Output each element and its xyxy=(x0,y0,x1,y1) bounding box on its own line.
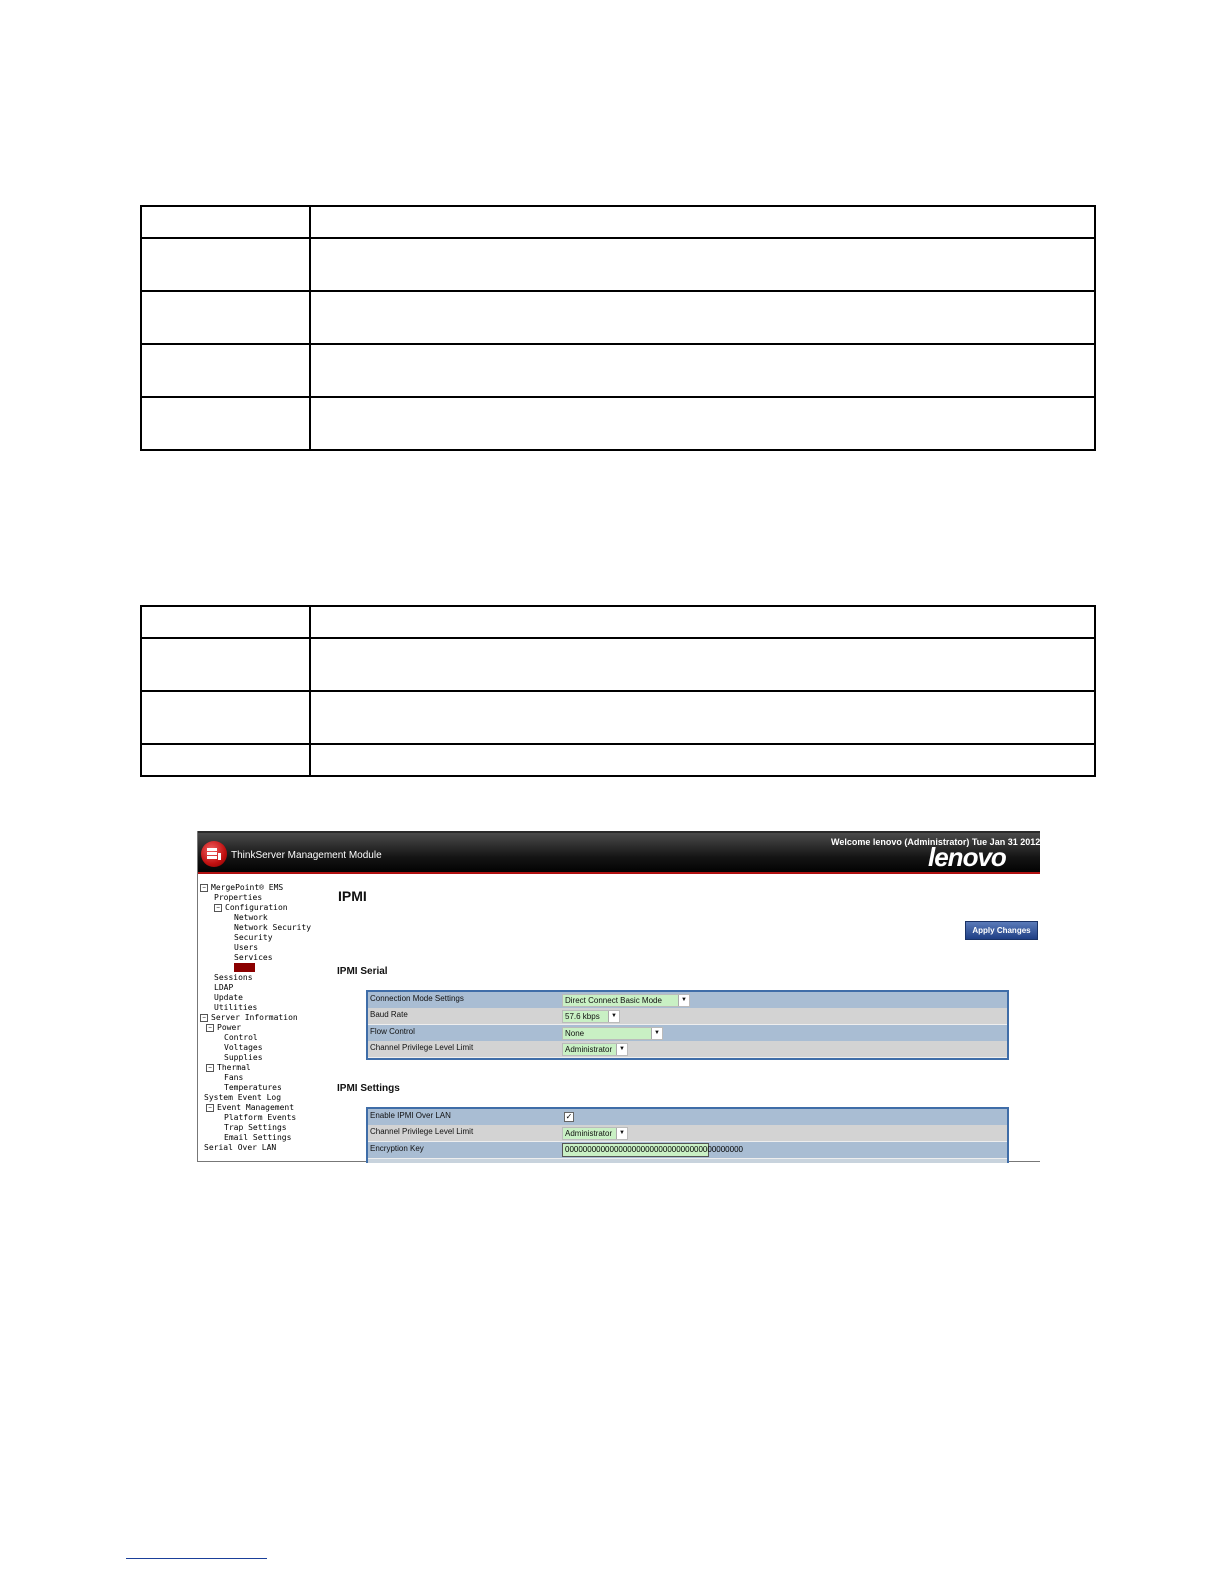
flow-control-select[interactable] xyxy=(562,1027,663,1040)
nav-item-platform-events[interactable] xyxy=(224,1113,296,1123)
table-row xyxy=(141,238,1095,291)
nav-label: MergePoint® EMS xyxy=(211,883,284,892)
nav-label: Configuration xyxy=(225,903,288,912)
footnote-rule xyxy=(126,1558,267,1559)
select-value: 57.6 kbps xyxy=(565,1012,600,1021)
header-divider xyxy=(198,872,1040,874)
nav-item-security[interactable] xyxy=(234,933,273,943)
nav-label-selected: IPMI xyxy=(235,963,255,972)
nav-item-ldap[interactable] xyxy=(214,983,233,993)
table-cell xyxy=(310,238,1095,291)
field-label: Channel Privilege Level Limit xyxy=(370,1043,474,1052)
form-row-enable-ipmi-lan xyxy=(368,1109,1007,1126)
collapse-icon[interactable]: − xyxy=(200,884,208,892)
nav-label: Network Security xyxy=(234,923,312,932)
select-value: None xyxy=(565,1029,585,1038)
collapse-icon[interactable]: − xyxy=(206,1064,214,1072)
table-cell xyxy=(310,606,1095,638)
nav-item-control[interactable] xyxy=(224,1033,258,1043)
nav-item-update[interactable] xyxy=(214,993,243,1003)
table-row xyxy=(141,691,1095,744)
nav-label: Control xyxy=(224,1033,258,1042)
table-cell xyxy=(310,397,1095,450)
table-cell xyxy=(141,291,310,344)
nav-item-network[interactable] xyxy=(234,913,268,923)
nav-item-email-settings[interactable] xyxy=(224,1133,291,1143)
chevron-down-icon: ▼ xyxy=(616,1128,627,1139)
nav-label: Sessions xyxy=(214,973,253,982)
table-cell xyxy=(310,344,1095,397)
table-cell xyxy=(141,238,310,291)
server-logo-icon xyxy=(201,841,227,867)
form-row-channel-privilege xyxy=(368,1041,1007,1058)
nav-label: Update xyxy=(214,993,243,1002)
nav-item-configuration[interactable] xyxy=(214,903,288,913)
table-cell xyxy=(310,744,1095,776)
serial-privilege-select[interactable] xyxy=(562,1043,628,1056)
table-top xyxy=(140,205,1096,451)
table-row xyxy=(141,744,1095,776)
connection-mode-select[interactable] xyxy=(562,994,690,1007)
table-row xyxy=(141,344,1095,397)
nav-item-properties[interactable] xyxy=(214,893,262,903)
nav-item-thermal[interactable] xyxy=(206,1063,251,1073)
nav-label: Temperatures xyxy=(224,1083,282,1092)
nav-label: Power xyxy=(217,1023,242,1032)
ipmi-settings-heading: IPMI Settings xyxy=(337,1083,400,1094)
chevron-down-icon: ▼ xyxy=(608,1011,619,1022)
welcome-text: Welcome lenovo (Administrator) Tue Jan 31 2012 20: xyxy=(831,837,1056,847)
table-row xyxy=(141,638,1095,691)
table-row xyxy=(141,291,1095,344)
table-cell xyxy=(141,206,310,238)
table-cell xyxy=(310,291,1095,344)
table-cell xyxy=(310,691,1095,744)
table-cell xyxy=(141,691,310,744)
form-row-encryption-key xyxy=(368,1142,1007,1159)
nav-label: Fans xyxy=(224,1073,244,1082)
ipmi-serial-form xyxy=(366,990,1009,1060)
nav-item-users[interactable] xyxy=(234,943,258,953)
field-label: Channel Privilege Level Limit xyxy=(370,1127,474,1136)
nav-label: Supplies xyxy=(224,1053,263,1062)
table-cell xyxy=(310,638,1095,691)
collapse-icon[interactable]: − xyxy=(200,1014,208,1022)
nav-label: Serial Over LAN xyxy=(204,1143,277,1152)
nav-label: Platform Events xyxy=(224,1113,297,1122)
table-cell xyxy=(141,744,310,776)
management-module-screenshot xyxy=(197,831,1056,1162)
nav-label: Network xyxy=(234,913,268,922)
app-title: ThinkServer Management Module xyxy=(231,850,382,861)
nav-item-fans[interactable] xyxy=(224,1073,243,1083)
field-label: Connection Mode Settings xyxy=(370,994,464,1003)
nav-item-utilities[interactable] xyxy=(214,1003,257,1013)
nav-label: Services xyxy=(234,953,273,962)
table-cell xyxy=(141,638,310,691)
nav-label: Voltages xyxy=(224,1043,263,1052)
nav-label: Properties xyxy=(214,893,263,902)
select-value: Administrator xyxy=(565,1045,613,1054)
form-row-flow-control xyxy=(368,1025,1007,1042)
nav-label: Users xyxy=(234,943,259,952)
page-title: IPMI xyxy=(338,888,367,904)
nav-label: Trap Settings xyxy=(224,1123,287,1132)
nav-item-mergepoint[interactable] xyxy=(200,883,283,893)
table-row xyxy=(141,397,1095,450)
table-row xyxy=(141,606,1095,638)
nav-item-network-security[interactable] xyxy=(234,923,311,933)
table-cell xyxy=(310,206,1095,238)
form-row-lan-privilege xyxy=(368,1125,1007,1142)
table-row xyxy=(141,206,1095,238)
nav-item-temperatures[interactable] xyxy=(224,1083,282,1093)
enable-ipmi-lan-checkbox[interactable]: ✓ xyxy=(565,1112,573,1121)
table-bottom xyxy=(140,605,1096,777)
nav-label: Email Settings xyxy=(224,1133,292,1142)
nav-label: Utilities xyxy=(214,1003,258,1012)
field-label: Encryption Key xyxy=(370,1144,424,1153)
select-value: Direct Connect Basic Mode xyxy=(565,996,662,1005)
nav-item-sessions[interactable] xyxy=(214,973,253,983)
nav-label: System Event Log xyxy=(204,1093,282,1102)
nav-label: Server Information xyxy=(211,1013,298,1022)
lan-privilege-select[interactable] xyxy=(562,1127,628,1140)
nav-label: Thermal xyxy=(217,1063,251,1072)
collapse-icon[interactable]: − xyxy=(206,1024,214,1032)
nav-item-event-management[interactable] xyxy=(206,1103,294,1113)
nav-item-supplies[interactable] xyxy=(224,1053,263,1063)
form-row-connection-mode xyxy=(368,992,1007,1009)
app-header xyxy=(198,831,1056,874)
encryption-key-input[interactable]: 0000000000000000000000000000000000000000 xyxy=(562,1143,709,1157)
select-value: Administrator xyxy=(565,1129,613,1138)
ipmi-settings-form xyxy=(366,1107,1009,1163)
baud-rate-select[interactable] xyxy=(562,1010,620,1023)
chevron-down-icon: ▼ xyxy=(651,1028,662,1039)
form-row-baud-rate xyxy=(368,1008,1007,1025)
brand-logo: lenovo xyxy=(928,842,1006,872)
nav-item-serial-over-lan[interactable] xyxy=(204,1143,276,1153)
nav-item-voltages[interactable] xyxy=(224,1043,263,1053)
nav-item-system-event-log[interactable] xyxy=(204,1093,281,1103)
nav-item-server-information[interactable] xyxy=(200,1013,298,1023)
collapse-icon[interactable]: − xyxy=(214,904,222,912)
nav-label: LDAP xyxy=(214,983,234,992)
nav-label: Security xyxy=(234,933,273,942)
nav-item-services[interactable] xyxy=(234,953,273,963)
nav-item-power[interactable] xyxy=(206,1023,241,1033)
nav-label: Event Management xyxy=(217,1103,295,1112)
nav-item-ipmi[interactable] xyxy=(234,963,255,973)
collapse-icon[interactable]: − xyxy=(206,1104,214,1112)
table-cell xyxy=(141,606,310,638)
nav-item-trap-settings[interactable] xyxy=(224,1123,287,1133)
field-label: Enable IPMI Over LAN xyxy=(370,1111,451,1120)
chevron-down-icon: ▼ xyxy=(678,995,689,1006)
field-label: Baud Rate xyxy=(370,1010,408,1019)
field-label: Flow Control xyxy=(370,1027,415,1036)
ipmi-serial-heading: IPMI Serial xyxy=(337,966,388,977)
chevron-down-icon: ▼ xyxy=(616,1044,627,1055)
table-cell xyxy=(141,344,310,397)
table-cell xyxy=(141,397,310,450)
apply-changes-button[interactable]: Apply Changes xyxy=(965,921,1038,940)
